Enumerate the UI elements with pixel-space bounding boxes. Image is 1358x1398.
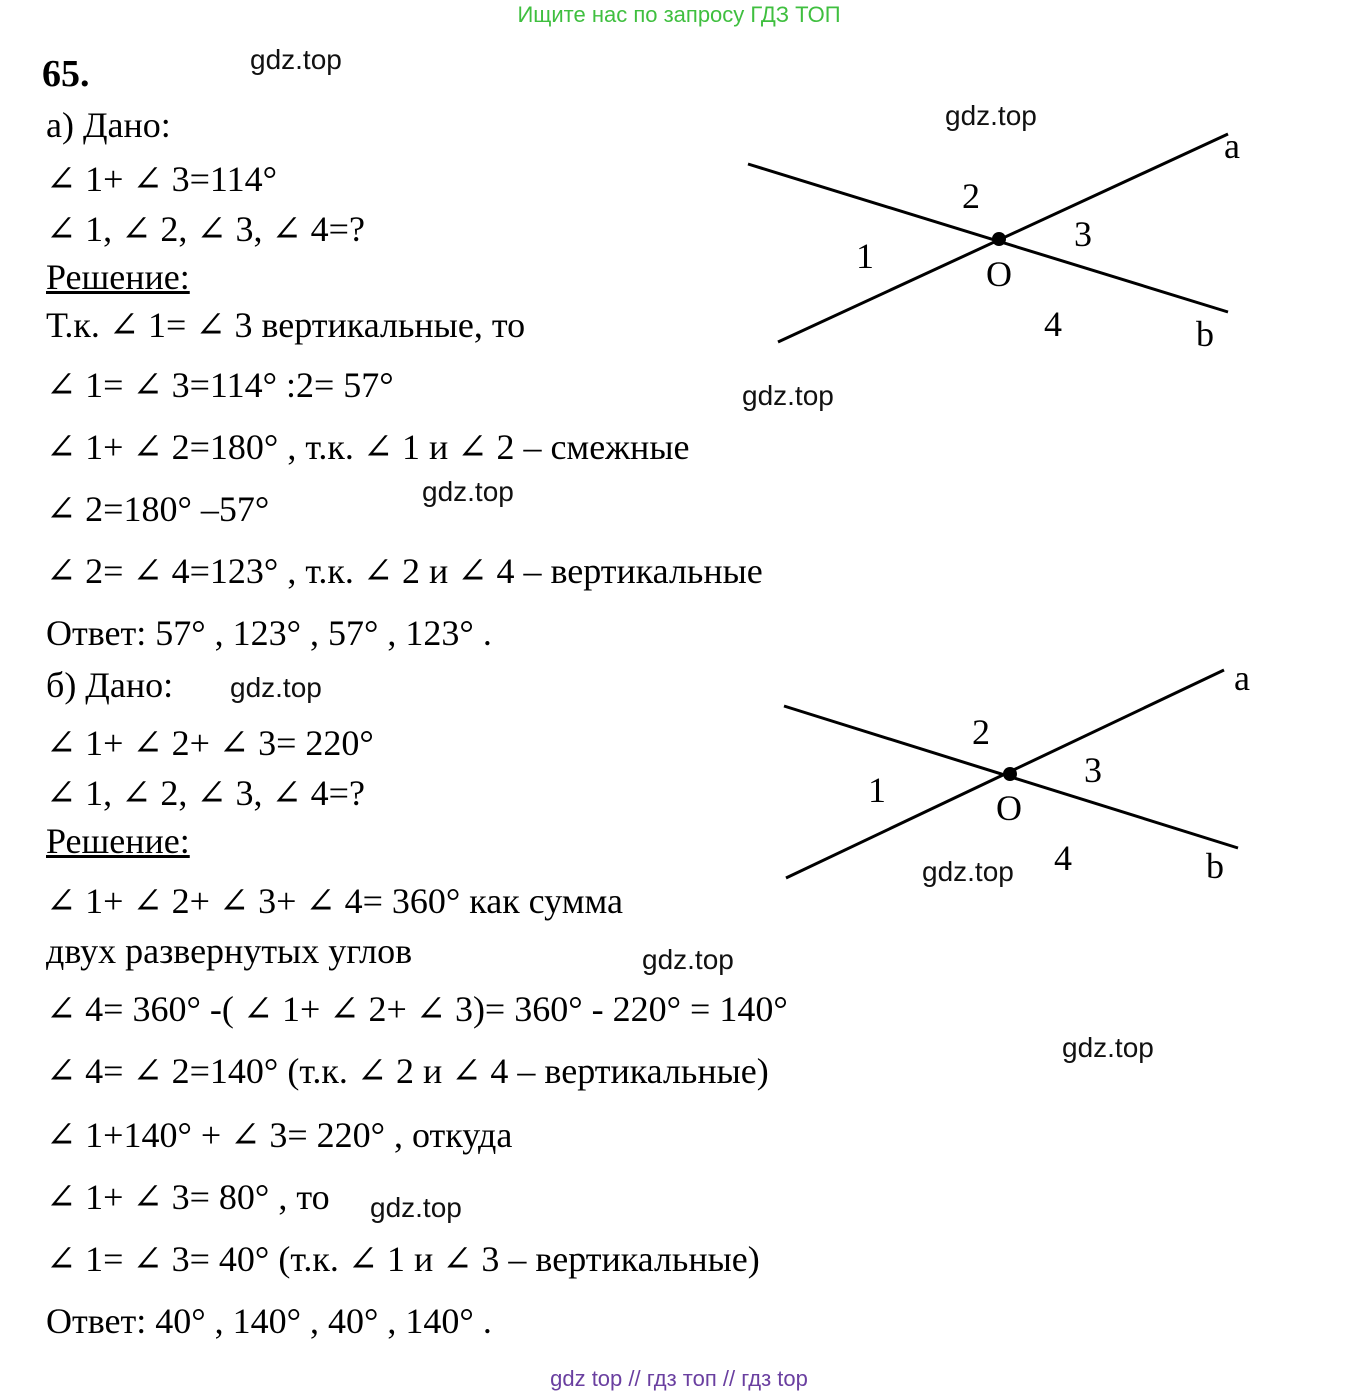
label-o: O	[996, 788, 1022, 828]
part-a-given-1: ∠ 1+ ∠ 3=114°	[46, 159, 277, 199]
watermark: gdz.top	[250, 44, 342, 75]
part-b-given-2: ∠ 1, ∠ 2, ∠ 3, ∠ 4=?	[46, 773, 365, 813]
part-a-step-5: ∠ 2= ∠ 4=123° , т.к. ∠ 2 и ∠ 4 – вертикальные	[46, 551, 763, 591]
part-b-step-3: ∠ 4= ∠ 2=140° (т.к. ∠ 2 и ∠ 4 – вертикальные)	[46, 1051, 769, 1091]
part-a-step-2: ∠ 1= ∠ 3=114° :2= 57°	[46, 365, 394, 405]
part-a-step-4: ∠ 2=180° –57°	[46, 489, 270, 529]
angle-1-label: 1	[868, 770, 886, 810]
part-a-step-3: ∠ 1+ ∠ 2=180° , т.к. ∠ 1 и ∠ 2 – смежные	[46, 427, 690, 467]
part-a-given-2: ∠ 1, ∠ 2, ∠ 3, ∠ 4=?	[46, 209, 365, 249]
bottom-banner: gdz top // гдз топ // гдз top	[550, 1366, 808, 1391]
part-b-step-2: ∠ 4= 360° -( ∠ 1+ ∠ 2+ ∠ 3)= 360° - 220° = 140°	[46, 989, 788, 1029]
part-a-answer: Ответ: 57° , 123° , 57° , 123° .	[46, 613, 492, 653]
part-b-answer: Ответ: 40° , 140° , 40° , 140° .	[46, 1301, 492, 1341]
part-b-step-6: ∠ 1= ∠ 3= 40° (т.к. ∠ 1 и ∠ 3 – вертикальные)	[46, 1239, 760, 1279]
label-b: b	[1196, 314, 1214, 354]
angle-1-label: 1	[856, 236, 874, 276]
watermark: gdz.top	[642, 944, 734, 975]
label-b: b	[1206, 846, 1224, 886]
angle-3-label: 3	[1074, 214, 1092, 254]
point-o	[1003, 767, 1017, 781]
watermark: gdz.top	[370, 1192, 462, 1223]
part-a-solution-heading: Решение:	[46, 257, 190, 297]
part-a-given-heading: а) Дано:	[46, 105, 171, 145]
figure-b	[770, 660, 1310, 900]
part-b-step-4: ∠ 1+140° + ∠ 3= 220° , откуда	[46, 1115, 513, 1155]
label-o: O	[986, 254, 1012, 294]
problem-number: 65.	[42, 53, 90, 95]
figure-a	[740, 120, 1280, 370]
label-a: a	[1224, 126, 1240, 166]
part-b-step-1b: двух развернутых углов	[46, 931, 413, 971]
watermark: gdz.top	[945, 100, 1037, 131]
part-a-step-1: Т.к. ∠ 1= ∠ 3 вертикальные, то	[46, 305, 526, 345]
point-o	[992, 232, 1006, 246]
part-b-given-1: ∠ 1+ ∠ 2+ ∠ 3= 220°	[46, 723, 374, 763]
angle-2-label: 2	[962, 176, 980, 216]
part-b-given-heading: б) Дано:	[46, 665, 174, 705]
part-b-solution-heading: Решение:	[46, 821, 190, 861]
top-banner: Ищите нас по запросу ГДЗ ТОП	[517, 2, 841, 27]
angle-3-label: 3	[1084, 750, 1102, 790]
angle-4-label: 4	[1054, 838, 1072, 878]
label-a: a	[1234, 660, 1250, 698]
part-b-step-5: ∠ 1+ ∠ 3= 80° , то	[46, 1177, 330, 1217]
part-b-step-1: ∠ 1+ ∠ 2+ ∠ 3+ ∠ 4= 360° как сумма	[46, 881, 624, 921]
angle-2-label: 2	[972, 712, 990, 752]
angle-4-label: 4	[1044, 304, 1062, 344]
watermark: gdz.top	[230, 672, 322, 703]
watermark: gdz.top	[922, 856, 1014, 887]
watermark: gdz.top	[742, 380, 834, 411]
watermark: gdz.top	[422, 476, 514, 507]
watermark: gdz.top	[1062, 1032, 1154, 1063]
